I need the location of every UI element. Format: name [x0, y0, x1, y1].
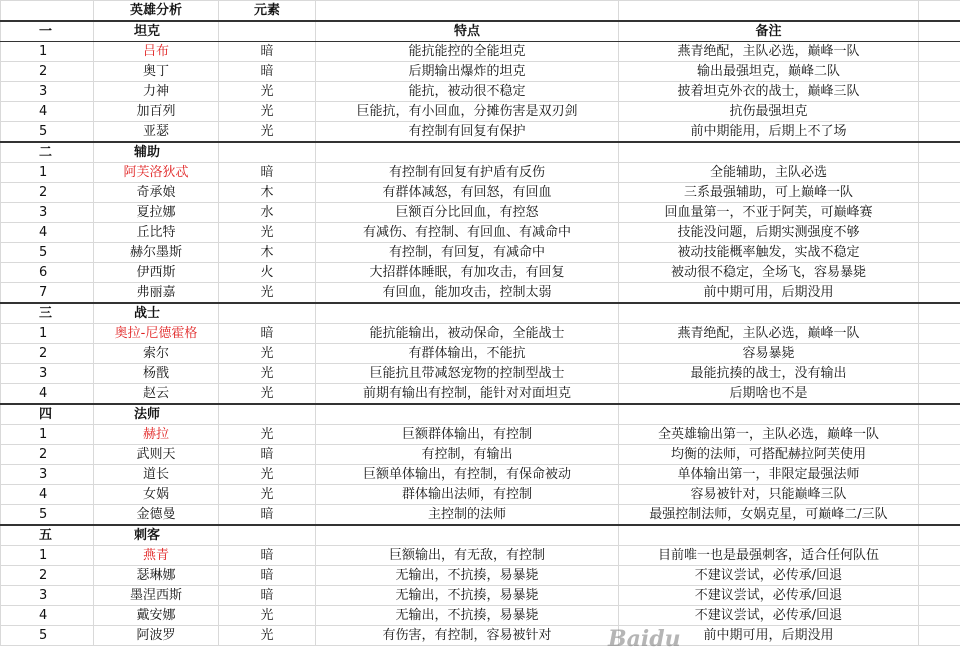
empty-cell[interactable] [919, 203, 960, 223]
empty-cell[interactable] [619, 404, 919, 425]
table-row [1, 82, 960, 102]
hero-note[interactable]: 不建议尝试，必传承/回退 [619, 586, 919, 606]
hero-analysis-title[interactable]: 英雄分析 [94, 1, 219, 22]
row-number[interactable]: 4 [1, 606, 94, 626]
empty-cell[interactable] [919, 566, 960, 586]
hero-element[interactable]: 火 [219, 263, 316, 283]
hero-name[interactable]: 奥拉-尼德霍格 [94, 324, 219, 344]
hero-note[interactable]: 容易暴毙 [619, 344, 919, 364]
table-row [1, 263, 960, 283]
row-number[interactable]: 4 [1, 223, 94, 243]
row-number[interactable]: 1 [1, 42, 94, 62]
section-number[interactable]: 四 [1, 404, 94, 425]
hero-name[interactable]: 金德曼 [94, 505, 219, 526]
hero-element[interactable]: 暗 [219, 62, 316, 82]
section-number[interactable]: 五 [1, 525, 94, 546]
hero-feature[interactable]: 巨额群体输出，有控制 [316, 425, 619, 445]
hero-feature[interactable]: 巨额百分比回血，有控怒 [316, 203, 619, 223]
row-number[interactable]: 3 [1, 465, 94, 485]
empty-cell[interactable] [316, 1, 619, 22]
row-number[interactable]: 6 [1, 263, 94, 283]
hero-note[interactable]: 前中期能用，后期上不了场 [619, 122, 919, 143]
row-number[interactable]: 3 [1, 82, 94, 102]
hero-feature[interactable]: 无输出，不抗揍，易暴毙 [316, 566, 619, 586]
hero-name[interactable]: 亚瑟 [94, 122, 219, 143]
empty-cell[interactable] [919, 384, 960, 405]
empty-cell[interactable] [219, 21, 316, 42]
empty-cell[interactable] [619, 525, 919, 546]
row-number[interactable]: 2 [1, 344, 94, 364]
section-number[interactable]: 一 [1, 21, 94, 42]
empty-cell[interactable] [219, 303, 316, 324]
table-row [1, 163, 960, 183]
table-row [1, 42, 960, 62]
empty-cell[interactable] [919, 324, 960, 344]
table-row [1, 505, 960, 526]
empty-cell[interactable] [919, 1, 960, 22]
empty-cell[interactable] [919, 445, 960, 465]
hero-element[interactable]: 暗 [219, 445, 316, 465]
hero-note[interactable]: 被动很不稳定，全场飞，容易暴毙 [619, 263, 919, 283]
hero-element[interactable]: 光 [219, 364, 316, 384]
row-number[interactable]: 2 [1, 566, 94, 586]
category-name[interactable]: 刺客 [94, 525, 219, 546]
hero-feature[interactable]: 前期有输出有控制，能针对对面坦克 [316, 384, 619, 405]
hero-note[interactable]: 最强控制法师，女娲克星，可巅峰二/三队 [619, 505, 919, 526]
hero-note[interactable]: 单体输出第一，非限定最强法师 [619, 465, 919, 485]
hero-element[interactable]: 光 [219, 102, 316, 122]
empty-cell[interactable] [219, 525, 316, 546]
row-number[interactable]: 1 [1, 163, 94, 183]
row-number[interactable]: 1 [1, 425, 94, 445]
empty-cell[interactable] [919, 606, 960, 626]
empty-cell[interactable] [919, 62, 960, 82]
hero-name[interactable]: 奥丁 [94, 62, 219, 82]
hero-name[interactable]: 弗丽嘉 [94, 283, 219, 304]
hero-name[interactable]: 索尔 [94, 344, 219, 364]
category-name[interactable]: 法师 [94, 404, 219, 425]
hero-element[interactable]: 木 [219, 243, 316, 263]
hero-note[interactable]: 披着坦克外衣的战士，巅峰三队 [619, 82, 919, 102]
row-number[interactable]: 2 [1, 445, 94, 465]
hero-feature[interactable]: 能抗能控的全能坦克 [316, 42, 619, 62]
table-body [1, 1, 960, 646]
empty-cell[interactable] [919, 102, 960, 122]
hero-feature[interactable]: 有回血，能加攻击，控制太弱 [316, 283, 619, 304]
empty-cell[interactable] [219, 404, 316, 425]
table-row [1, 183, 960, 203]
hero-name[interactable]: 燕青 [94, 546, 219, 566]
hero-feature[interactable]: 有群体输出，不能抗 [316, 344, 619, 364]
empty-cell[interactable] [919, 223, 960, 243]
hero-element[interactable]: 光 [219, 122, 316, 143]
table-row [1, 344, 960, 364]
hero-note[interactable]: 抗伤最强坦克 [619, 102, 919, 122]
empty-cell[interactable] [919, 21, 960, 42]
hero-element[interactable]: 木 [219, 183, 316, 203]
empty-cell[interactable] [919, 344, 960, 364]
table-row [1, 425, 960, 445]
hero-name[interactable]: 夏拉娜 [94, 203, 219, 223]
hero-feature[interactable]: 有群体减怒，有回怒，有回血 [316, 183, 619, 203]
empty-cell[interactable] [919, 586, 960, 606]
hero-feature[interactable]: 能抗，被动很不稳定 [316, 82, 619, 102]
hero-feature[interactable]: 巨能抗且带减怒宠物的控制型战士 [316, 364, 619, 384]
hero-name[interactable]: 丘比特 [94, 223, 219, 243]
table-row [1, 122, 960, 143]
hero-name[interactable]: 武则天 [94, 445, 219, 465]
row-number[interactable]: 3 [1, 364, 94, 384]
hero-name[interactable]: 杨戬 [94, 364, 219, 384]
hero-name[interactable]: 戴安娜 [94, 606, 219, 626]
hero-feature[interactable]: 巨能抗，有小回血，分摊伤害是双刃剑 [316, 102, 619, 122]
empty-cell[interactable] [919, 263, 960, 283]
baidu-watermark: Baidu [608, 626, 681, 652]
table-row [1, 283, 960, 304]
hero-element[interactable]: 暗 [219, 586, 316, 606]
hero-feature[interactable]: 有减伤、有控制、有回血、有减命中 [316, 223, 619, 243]
row-number[interactable]: 4 [1, 485, 94, 505]
empty-cell[interactable] [919, 546, 960, 566]
hero-element[interactable]: 光 [219, 283, 316, 304]
table-row [1, 606, 960, 626]
hero-element[interactable]: 暗 [219, 566, 316, 586]
hero-element[interactable]: 暗 [219, 505, 316, 526]
empty-cell[interactable] [316, 525, 619, 546]
hero-name[interactable]: 赵云 [94, 384, 219, 405]
hero-note[interactable]: 输出最强坦克，巅峰二队 [619, 62, 919, 82]
table-row [1, 324, 960, 344]
empty-cell[interactable] [619, 142, 919, 163]
row-number[interactable]: 1 [1, 546, 94, 566]
empty-cell[interactable] [919, 465, 960, 485]
hero-feature[interactable]: 主控制的法师 [316, 505, 619, 526]
table-row [1, 445, 960, 465]
row-number[interactable]: 5 [1, 505, 94, 526]
table-row [1, 485, 960, 505]
row-number[interactable]: 1 [1, 324, 94, 344]
hero-note[interactable]: 燕青绝配，主队必选，巅峰一队 [619, 42, 919, 62]
hero-element[interactable]: 光 [219, 223, 316, 243]
section-row [1, 525, 960, 546]
hero-note[interactable]: 不建议尝试，必传承/回退 [619, 606, 919, 626]
hero-name[interactable]: 瑟琳娜 [94, 566, 219, 586]
hero-name[interactable]: 女娲 [94, 485, 219, 505]
hero-name[interactable]: 伊西斯 [94, 263, 219, 283]
hero-element[interactable]: 光 [219, 384, 316, 405]
hero-note[interactable]: 容易被针对，只能巅峰三队 [619, 485, 919, 505]
empty-cell[interactable] [919, 183, 960, 203]
hero-name[interactable]: 道长 [94, 465, 219, 485]
row-number[interactable]: 2 [1, 183, 94, 203]
hero-element[interactable]: 光 [219, 485, 316, 505]
hero-name[interactable]: 力神 [94, 82, 219, 102]
section-row [1, 303, 960, 324]
hero-note[interactable]: 前中期可用，后期没用 [619, 283, 919, 304]
hero-feature[interactable]: 大招群体睡眠，有加攻击，有回复 [316, 263, 619, 283]
table-row [1, 102, 960, 122]
element-column-title[interactable]: 元素 [219, 1, 316, 22]
empty-cell[interactable] [316, 303, 619, 324]
hero-note[interactable]: 三系最强辅助，可上巅峰一队 [619, 183, 919, 203]
empty-cell[interactable] [919, 163, 960, 183]
row-number[interactable]: 3 [1, 203, 94, 223]
hero-name[interactable]: 加百列 [94, 102, 219, 122]
hero-feature[interactable]: 有控制，有回复，有减命中 [316, 243, 619, 263]
table-row [1, 203, 960, 223]
hero-element[interactable]: 光 [219, 425, 316, 445]
hero-note[interactable]: 技能没问题，后期实测强度不够 [619, 223, 919, 243]
table-row [1, 546, 960, 566]
hero-feature[interactable]: 能抗能输出，被动保命，全能战士 [316, 324, 619, 344]
hero-feature[interactable]: 巨额单体输出，有控制，有保命被动 [316, 465, 619, 485]
hero-feature[interactable]: 有控制有回复有护盾有反伤 [316, 163, 619, 183]
hero-note[interactable]: 最能抗揍的战士，没有输出 [619, 364, 919, 384]
hero-feature[interactable]: 有控制，有输出 [316, 445, 619, 465]
empty-cell[interactable] [919, 142, 960, 163]
table-row [1, 243, 960, 263]
hero-note[interactable]: 燕青绝配，主队必选，巅峰一队 [619, 324, 919, 344]
table-row [1, 626, 960, 646]
empty-cell[interactable] [919, 303, 960, 324]
empty-cell[interactable] [316, 404, 619, 425]
hero-element[interactable]: 光 [219, 344, 316, 364]
hero-name[interactable]: 吕布 [94, 42, 219, 62]
hero-element[interactable]: 光 [219, 626, 316, 646]
table-row [1, 223, 960, 243]
hero-note[interactable]: 被动技能概率触发，实战不稳定 [619, 243, 919, 263]
feature-column-title[interactable]: 特点 [316, 21, 619, 42]
empty-cell[interactable] [919, 485, 960, 505]
hero-element[interactable]: 暗 [219, 546, 316, 566]
empty-cell[interactable] [619, 1, 919, 22]
hero-element[interactable]: 水 [219, 203, 316, 223]
table-row [1, 566, 960, 586]
row-number[interactable]: 5 [1, 626, 94, 646]
section-number[interactable]: 三 [1, 303, 94, 324]
notes-column-title[interactable]: 备注 [619, 21, 919, 42]
empty-cell[interactable] [919, 626, 960, 646]
hero-note[interactable]: 回血量第一，不亚于阿芙，可巅峰赛 [619, 203, 919, 223]
empty-cell[interactable] [919, 42, 960, 62]
hero-feature[interactable]: 有伤害，有控制，容易被针对 [316, 626, 619, 646]
hero-note[interactable]: 目前唯一也是最强刺客，适合任何队伍 [619, 546, 919, 566]
hero-feature[interactable]: 无输出，不抗揍，易暴毙 [316, 586, 619, 606]
row-number[interactable]: 5 [1, 243, 94, 263]
empty-cell[interactable] [919, 404, 960, 425]
table-row [1, 465, 960, 485]
category-name[interactable]: 辅助 [94, 142, 219, 163]
empty-cell[interactable] [919, 525, 960, 546]
row-number[interactable]: 3 [1, 586, 94, 606]
row-number[interactable]: 2 [1, 62, 94, 82]
section-number[interactable]: 二 [1, 142, 94, 163]
empty-cell[interactable] [919, 243, 960, 263]
table-row [1, 62, 960, 82]
hero-note[interactable]: 均衡的法师，可搭配赫拉阿芙使用 [619, 445, 919, 465]
empty-cell[interactable] [219, 142, 316, 163]
hero-name[interactable]: 阿芙洛狄忒 [94, 163, 219, 183]
section-row [1, 142, 960, 163]
corner-cell[interactable] [1, 1, 94, 22]
hero-note[interactable]: 全能辅助，主队必选 [619, 163, 919, 183]
hero-feature[interactable]: 后期输出爆炸的坦克 [316, 62, 619, 82]
row-number[interactable]: 4 [1, 102, 94, 122]
hero-feature[interactable]: 巨额输出，有无敌，有控制 [316, 546, 619, 566]
hero-note[interactable]: 后期啥也不是 [619, 384, 919, 405]
hero-feature[interactable]: 无输出，不抗揍，易暴毙 [316, 606, 619, 626]
empty-cell[interactable] [619, 303, 919, 324]
table-row [1, 384, 960, 405]
hero-name[interactable]: 赫尔墨斯 [94, 243, 219, 263]
hero-name[interactable]: 赫拉 [94, 425, 219, 445]
hero-element[interactable]: 光 [219, 465, 316, 485]
hero-name[interactable]: 奇承娘 [94, 183, 219, 203]
hero-note[interactable]: 不建议尝试，必传承/回退 [619, 566, 919, 586]
category-name[interactable]: 坦克 [94, 21, 219, 42]
row-number[interactable]: 5 [1, 122, 94, 143]
hero-element[interactable]: 光 [219, 606, 316, 626]
hero-name[interactable]: 墨涅西斯 [94, 586, 219, 606]
hero-note[interactable]: 全英雄输出第一，主队必选，巅峰一队 [619, 425, 919, 445]
hero-element[interactable]: 暗 [219, 42, 316, 62]
category-name[interactable]: 战士 [94, 303, 219, 324]
empty-cell[interactable] [919, 82, 960, 102]
empty-cell[interactable] [919, 364, 960, 384]
empty-cell[interactable] [919, 505, 960, 526]
hero-element[interactable]: 暗 [219, 324, 316, 344]
row-number[interactable]: 4 [1, 384, 94, 405]
section-row [1, 404, 960, 425]
empty-cell[interactable] [919, 283, 960, 304]
section-row [1, 21, 960, 42]
row-number[interactable]: 7 [1, 283, 94, 304]
hero-note[interactable]: 前中期可用，后期没用 [619, 626, 919, 646]
table-row [1, 364, 960, 384]
hero-element[interactable]: 光 [219, 82, 316, 102]
table-row [1, 586, 960, 606]
hero-element[interactable]: 暗 [219, 163, 316, 183]
hero-feature[interactable]: 有控制有回复有保护 [316, 122, 619, 143]
title-row [1, 1, 960, 22]
empty-cell[interactable] [919, 122, 960, 143]
hero-feature[interactable]: 群体输出法师，有控制 [316, 485, 619, 505]
empty-cell[interactable] [919, 425, 960, 445]
empty-cell[interactable] [316, 142, 619, 163]
hero-name[interactable]: 阿波罗 [94, 626, 219, 646]
